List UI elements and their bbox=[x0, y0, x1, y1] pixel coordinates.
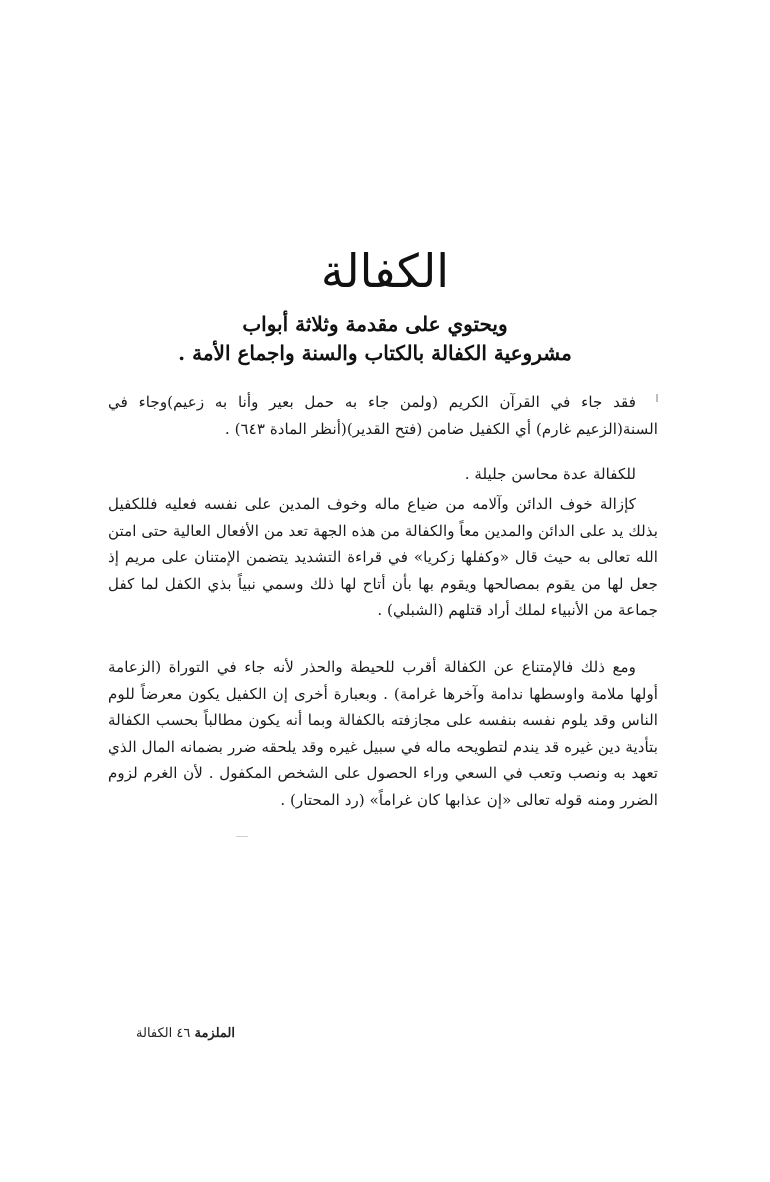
footer-label: الملزمة bbox=[194, 1026, 235, 1041]
paragraph-merits: للكفالة عدة محاسن جليلة . bbox=[464, 465, 636, 483]
scan-mark bbox=[236, 836, 248, 837]
chapter-subtitle-contents: ويحتوي على مقدمة وثلاثة أبواب bbox=[242, 312, 508, 336]
page-footer bbox=[136, 1026, 235, 1041]
footer-section: الكفالة bbox=[136, 1026, 173, 1041]
section-heading: مشروعية الكفالة بالكتاب والسنة واجماع الأمة . bbox=[178, 341, 572, 365]
footer-number: ٤٦ bbox=[176, 1026, 191, 1041]
paragraph-quran-sunnah: فقد جاء في القرآن الكريم (ولمن جاء به حمل بعير وأنا به زعيم)وجاء في السنة(الزعيم غارم) أي الكفيل ضامن (فتح القدير)(أنظر المادة ٦٤٣) . bbox=[108, 393, 658, 438]
paragraph-caution: ومع ذلك فالإمتناع عن الكفالة أقرب للحيطة والحذر لأنه جاء في التوراة (الزعامة أولها ملامة واوسطها ندامة وآخرها غرامة) . وبعبارة أخرى إن الكفيل يكون معرضاً للوم الناس وقد يلوم نفسه بنفسه على مجازفته بالكفالة وبما أنه يكون مطالباً بحسب الكفالة بتأدية دين غيره قد يندم لتطويحه ماله في سبيل غيره وقد يلحقه ضرر بضمانه المال الذي تعهد به ونصب وتعب في السعي وراء الحصول على الشخص المكفول . لأن الغرم لزوم الضرر ومنه قوله تعالى «إن عذابها كان غراماً» (رد المحتار) . bbox=[108, 658, 658, 809]
chapter-title: الكفالة bbox=[320, 244, 450, 298]
paragraph-benefits: كإزالة خوف الدائن وآلامه من ضياع ماله وخوف المدين على نفسه فعليه فللكفيل بذلك يد على الدائن والمدين معاً والكفالة من هذه الجهة تعد من الأفعال العالية حتى امتن الله تعالى به حيث قال «وكفلها زكريا» في قراءة التشديد يتضمن الإمتنان على مريم إذ جعل لها من يقوم بمصالحها ويقوم بها بأن أتاح لها ذلك وسمي نبياً بذي الكفل لما كفل جماعة من الأنبياء لملك أراد قتلهم (الشبلي) . bbox=[108, 495, 658, 619]
